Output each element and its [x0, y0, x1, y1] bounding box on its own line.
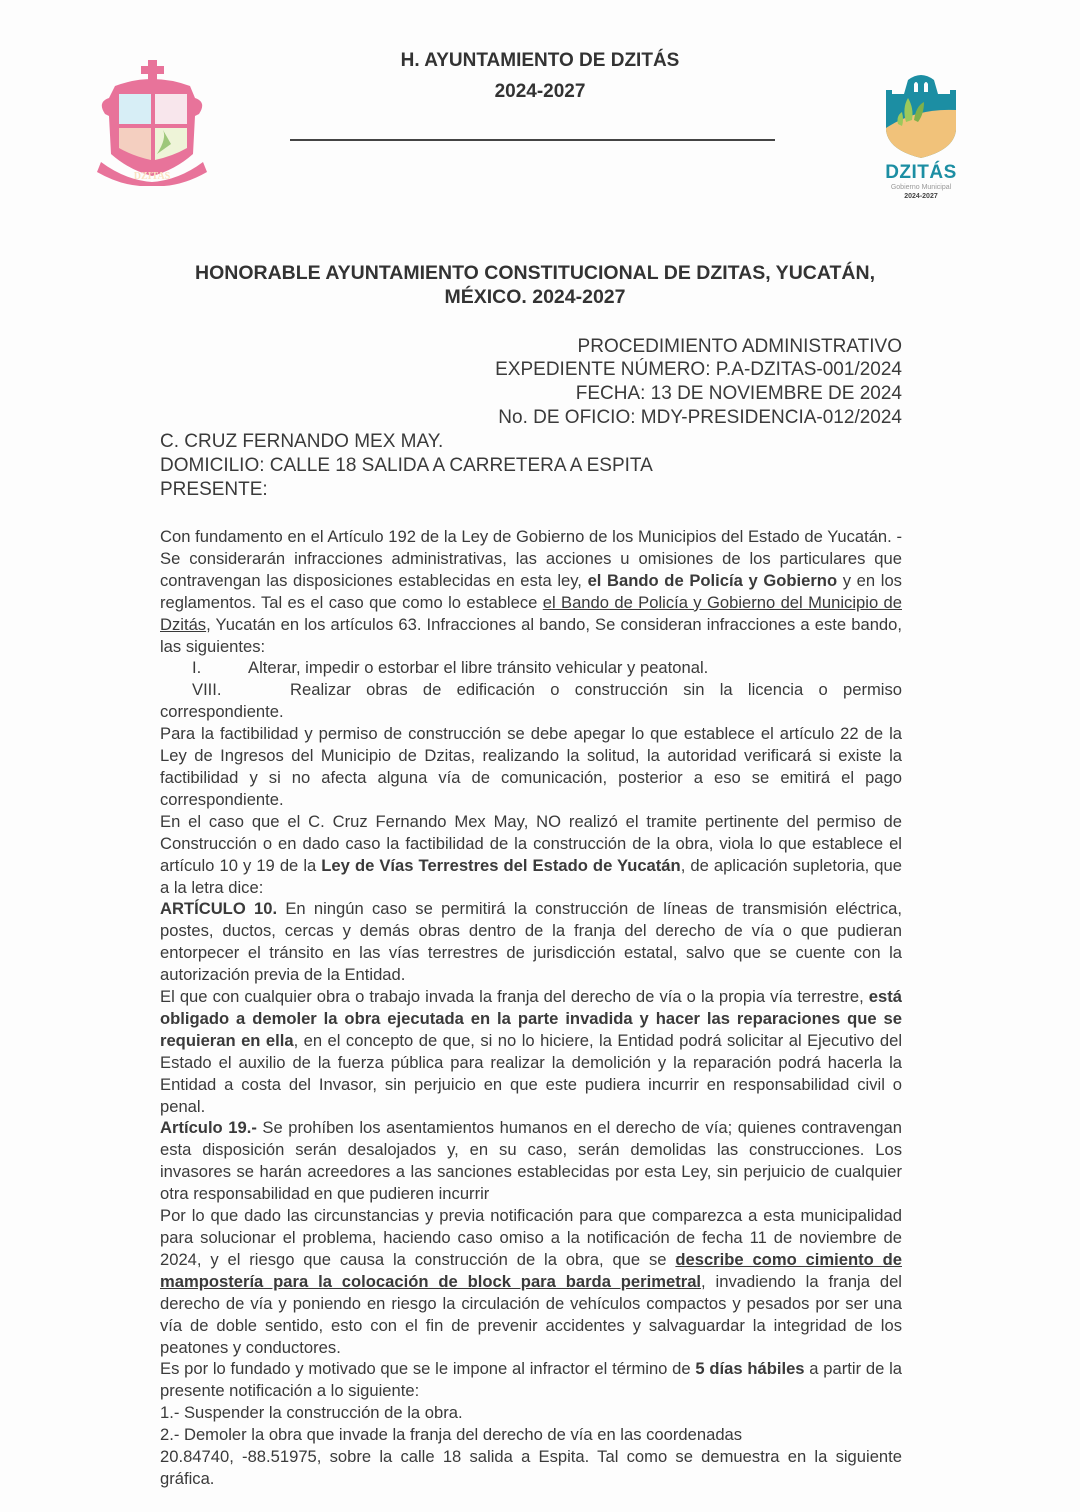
addressee-name: C. CRUZ FERNANDO MEX MAY.: [160, 431, 444, 452]
article-label: ARTÍCULO 10.: [160, 899, 278, 919]
text-run: , en el concepto de que, si no lo hiciere, la Entidad podrá solicitar al Ejecutivo del Estado el auxilio de la fuerza pública para realizar la demolición y la reparación podrá hacerla la Entidad a costa del Invasor, sin perjuicio en que este pudiera incurrir en responsabilidad civil o penal.: [160, 1030, 903, 1116]
salutation: PRESENTE:: [160, 479, 268, 500]
text-run: , de aplicación supletoria, que a la letra dice:: [160, 855, 902, 897]
item-text: Realizar obras de edificación o construcción sin la licencia o permiso correspondiente.: [160, 680, 902, 722]
logo-period: 2024-2027: [904, 193, 938, 200]
text-run: Por lo que dado las circunstancias y previa notificación para que comparezca a esta municipalidad para solucionar el problema, haciendo caso omiso a la notificación de fecha 11 de noviembre de 2024, y el riesgo que causa la construcción de la obra, que se: [160, 1206, 902, 1269]
text-run: Es por lo fundado y motivado que se le impone al infractor el término de: [160, 1359, 696, 1379]
text-run: , invadiendo la franja del derecho de vía y poniendo en riesgo la circulación de vehículos compactos y pesados por ser una vía de doble sentido, esto con el fin de prevenir accidentes y salvaguardar la integridad de los peatones y conductores.: [160, 1271, 902, 1357]
header-divider: [290, 139, 775, 141]
text-run: Con fundamento en el Artículo 192 de la Ley de Gobierno de los Municipios del Estado de Yucatán. - Se considerarán infracciones administrativas, las acciones u omisiones de los particulares que contravengan las disposiciones establecidas en esta ley,: [160, 527, 902, 590]
paragraph-legal-basis: [160, 526, 902, 657]
text-run: a partir de la presente notificación a lo siguiente:: [160, 1359, 902, 1401]
underlined-text: el Bando de Policía y Gobierno del Municipio de Dzitás: [160, 592, 902, 634]
article-label: Artículo 19.-: [160, 1118, 257, 1138]
paragraph-permit: [160, 723, 902, 811]
order-item-2-continued: 20.84740, -88.51975, sobre la calle 18 salida a Espita. Tal como se demuestra en la siguiente gráfica.: [160, 1447, 902, 1488]
dzitas-logo: [876, 70, 966, 205]
administration-period: 2024-2027: [494, 81, 586, 102]
infraction-item: [160, 657, 902, 679]
document-body: [160, 526, 902, 1490]
file-number: EXPEDIENTE NÚMERO: P.A-DZITAS-001/2024: [495, 359, 902, 380]
dzitas-emblem-icon: [876, 70, 966, 160]
bold-underlined-text: describe como cimiento de mampostería para la colocación de block para barda perimetral: [160, 1249, 902, 1291]
crest-label: DZITAS: [133, 171, 171, 182]
text-run: En ningún caso se permitirá la construcción de líneas de transmisión eléctrica, postes, ductos, cercas y demás obras dentro de la franja del derecho de vía o que pudieran entorpecer el tránsito en las vías terrestres de jurisdicción estatal, salvo que se cuente con la autorización previa de la Entidad.: [160, 899, 902, 985]
bold-text: Ley de Vías Terrestres del Estado de Yucatán: [321, 855, 681, 875]
text-run: Para la factibilidad y permiso de construcción se debe apegar lo que establece el artículo 22 de la Ley de Ingresos del Municipio de Dzitas, realizando la solitud, la autoridad verificará si existe la factibilidad y si no afecta alguna vía de comunicación, posterior a eso se emitirá el pago correspondiente.: [160, 724, 902, 809]
text-run: El que con cualquier obra o trabajo invada la franja del derecho de vía o la propia vía terrestre,: [160, 987, 869, 1007]
text-run: En el caso que el C. Cruz Fernando Mex May, NO realizó el tramite pertinente del permiso de Construcción o en dado caso la factibilidad de la construcción de la obra, viola lo que establece el artículo 10 y 19 de la: [160, 811, 902, 875]
order-item-1: 1.- Suspender la construcción de la obra.: [160, 1403, 463, 1423]
paragraph-article-19: [160, 1117, 902, 1205]
procedure-label: PROCEDIMIENTO ADMINISTRATIVO: [577, 336, 902, 357]
document-title-line1: HONORABLE AYUNTAMIENTO CONSTITUCIONAL DE DZITAS, YUCATÁN,: [195, 262, 875, 284]
document-date: FECHA: 13 DE NOVIEMBRE DE 2024: [575, 383, 902, 404]
bold-text: el Bando de Policía y Gobierno: [587, 570, 838, 590]
item-text: Alterar, impedir o estorbar el libre tránsito vehicular y peatonal.: [248, 658, 709, 678]
bold-text: 5 días hábiles: [695, 1359, 805, 1379]
item-number: I.: [192, 658, 202, 678]
infraction-item: [160, 679, 902, 723]
logo-subtitle: Gobierno Municipal: [890, 184, 952, 191]
paragraph-resolution: [160, 1358, 902, 1402]
paragraph-article-10: [160, 898, 902, 986]
document-title-line2: MÉXICO. 2024-2027: [444, 286, 626, 308]
addressee-address: DOMICILIO: CALLE 18 SALIDA A CARRETERA A ESPITA: [160, 455, 653, 476]
text-run: Se prohíben los asentamientos humanos en el derecho de vía; quienes contravengan esta disposición serán desalojados y, en su caso, serán demolidas las construcciones. Los invasores se harán acreedores a las sanciones establecidas por esta Ley, sin perjuicio de cualquier otra responsabilidad en que pudieren incurrir: [160, 1118, 902, 1204]
bold-text: está obligado a demoler la obra ejecutada en la parte invadida y hacer las reparaciones que se requieran en ella: [160, 987, 902, 1050]
municipality-name: H. AYUNTAMIENTO DE DZITÁS: [400, 50, 680, 71]
office-number: No. DE OFICIO: MDY-PRESIDENCIA-012/2024: [498, 407, 902, 428]
paragraph-obligation: [160, 986, 902, 1117]
text-run: y en los reglamentos. Tal es el caso que como lo establece: [160, 570, 902, 612]
municipal-crest-icon: [95, 58, 210, 186]
item-number: VIII.: [192, 680, 222, 700]
logo-name: DZITÁS: [885, 162, 957, 183]
order-item-2: 2.- Demoler la obra que invade la franja del derecho de vía en las coordenadas: [160, 1425, 743, 1445]
paragraph-circumstances: [160, 1205, 902, 1358]
text-run: , Yucatán en los artículos 63. Infracciones al bando, Se consideran infracciones a este bando, las siguientes:: [160, 614, 902, 656]
paragraph-violation: [160, 811, 902, 899]
